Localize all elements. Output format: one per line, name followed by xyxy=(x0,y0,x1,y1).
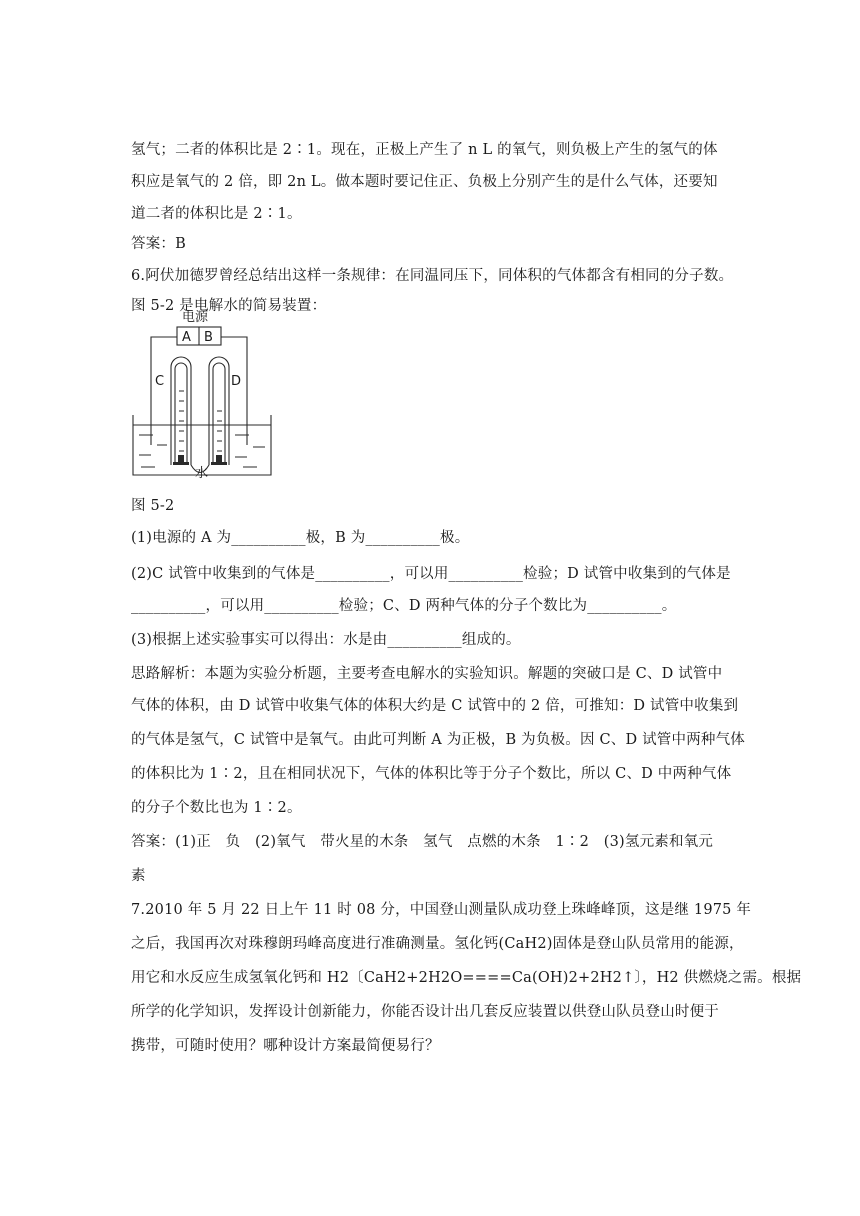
tube-c-label: C xyxy=(155,374,165,389)
answer-line: 答案：(1)正 负 (2)氧气 带火星的木条 氢气 点燃的木条 1∶2 (3)氢元素和氧元 xyxy=(131,834,714,850)
question-7-line: 用它和水反应生成氢氧化钙和 H2〔CaH2+2H2O====Ca(OH)2+2H2↑〕，H2 供燃烧之需。根据 xyxy=(131,970,802,986)
electrolysis-diagram xyxy=(131,305,276,485)
electrolysis-figure xyxy=(131,305,276,485)
question-7-line: 携带，可随时使用？哪种设计方案最简便易行？ xyxy=(131,1038,440,1054)
analysis-line: 的体积比为 1∶2，且在相同状况下，气体的体积比等于分子个数比，所以 C、D 中两种气体 xyxy=(131,766,732,782)
answer-line: 素 xyxy=(131,868,146,884)
text-line: 积应是氧气的 2 倍，即 2n L。做本题时要记住正、负极上分别产生的是什么气体，还要知 xyxy=(131,174,718,190)
water-label: 水 xyxy=(195,466,209,481)
tube-d-label: D xyxy=(231,374,242,389)
terminal-b-label: B xyxy=(204,330,213,345)
analysis-line: 的气体是氢气，C 试管中是氧气。由此可判断 A 为正极，B 为负极。因 C、D 试管中两种气体 xyxy=(131,732,745,748)
question-7-line: 7.2010 年 5 月 22 日上午 11 时 08 分，中国登山测量队成功登上珠峰峰顶，这是继 1975 年 xyxy=(131,902,752,918)
question-line: (1)电源的 A 为__________极，B 为__________极。 xyxy=(131,530,470,546)
question-7-line: 之后，我国再次对珠穆朗玛峰高度进行准确测量。氢化钙(CaH2)固体是登山队员常用的能源， xyxy=(131,936,744,952)
terminal-a-label: A xyxy=(182,330,191,345)
figure-caption: 图 5-2 xyxy=(131,498,175,514)
question-line: (2)C 试管中收集到的气体是__________，可以用__________检验；D 试管中收集到的气体是 xyxy=(131,566,731,582)
question-line: (3)根据上述实验事实可以得出：水是由__________组成的。 xyxy=(131,632,521,648)
analysis-line: 气体的体积，由 D 试管中收集气体的体积大约是 C 试管中的 2 倍，可推知：D 试管中收集到 xyxy=(131,698,739,714)
analysis-line: 思路解析：本题为实验分析题，主要考查电解水的实验知识。解题的突破口是 C、D 试管中 xyxy=(131,666,723,682)
answer-line: 答案：B xyxy=(131,236,186,252)
question-line: __________，可以用__________检验；C、D 两种气体的分子个数比为__________。 xyxy=(131,598,677,614)
question-6-line: 6.阿伏加德罗曾经总结出这样一条规律：在同温同压下，同体积的气体都含有相同的分子数。 xyxy=(131,268,734,284)
question-7-line: 所学的化学知识，发挥设计创新能力，你能否设计出几套反应装置以供登山队员登山时便于 xyxy=(131,1004,719,1020)
text-line: 图 5-2 是电解水的简易装置： xyxy=(131,298,327,314)
text-line: 氢气；二者的体积比是 2∶1。现在，正极上产生了 n L 的氧气，则负极上产生的氢气的体 xyxy=(131,142,718,158)
analysis-line: 的分子个数比也为 1∶2。 xyxy=(131,800,302,816)
power-label: 电源 xyxy=(182,310,209,325)
text-line: 道二者的体积比是 2∶1。 xyxy=(131,206,302,222)
